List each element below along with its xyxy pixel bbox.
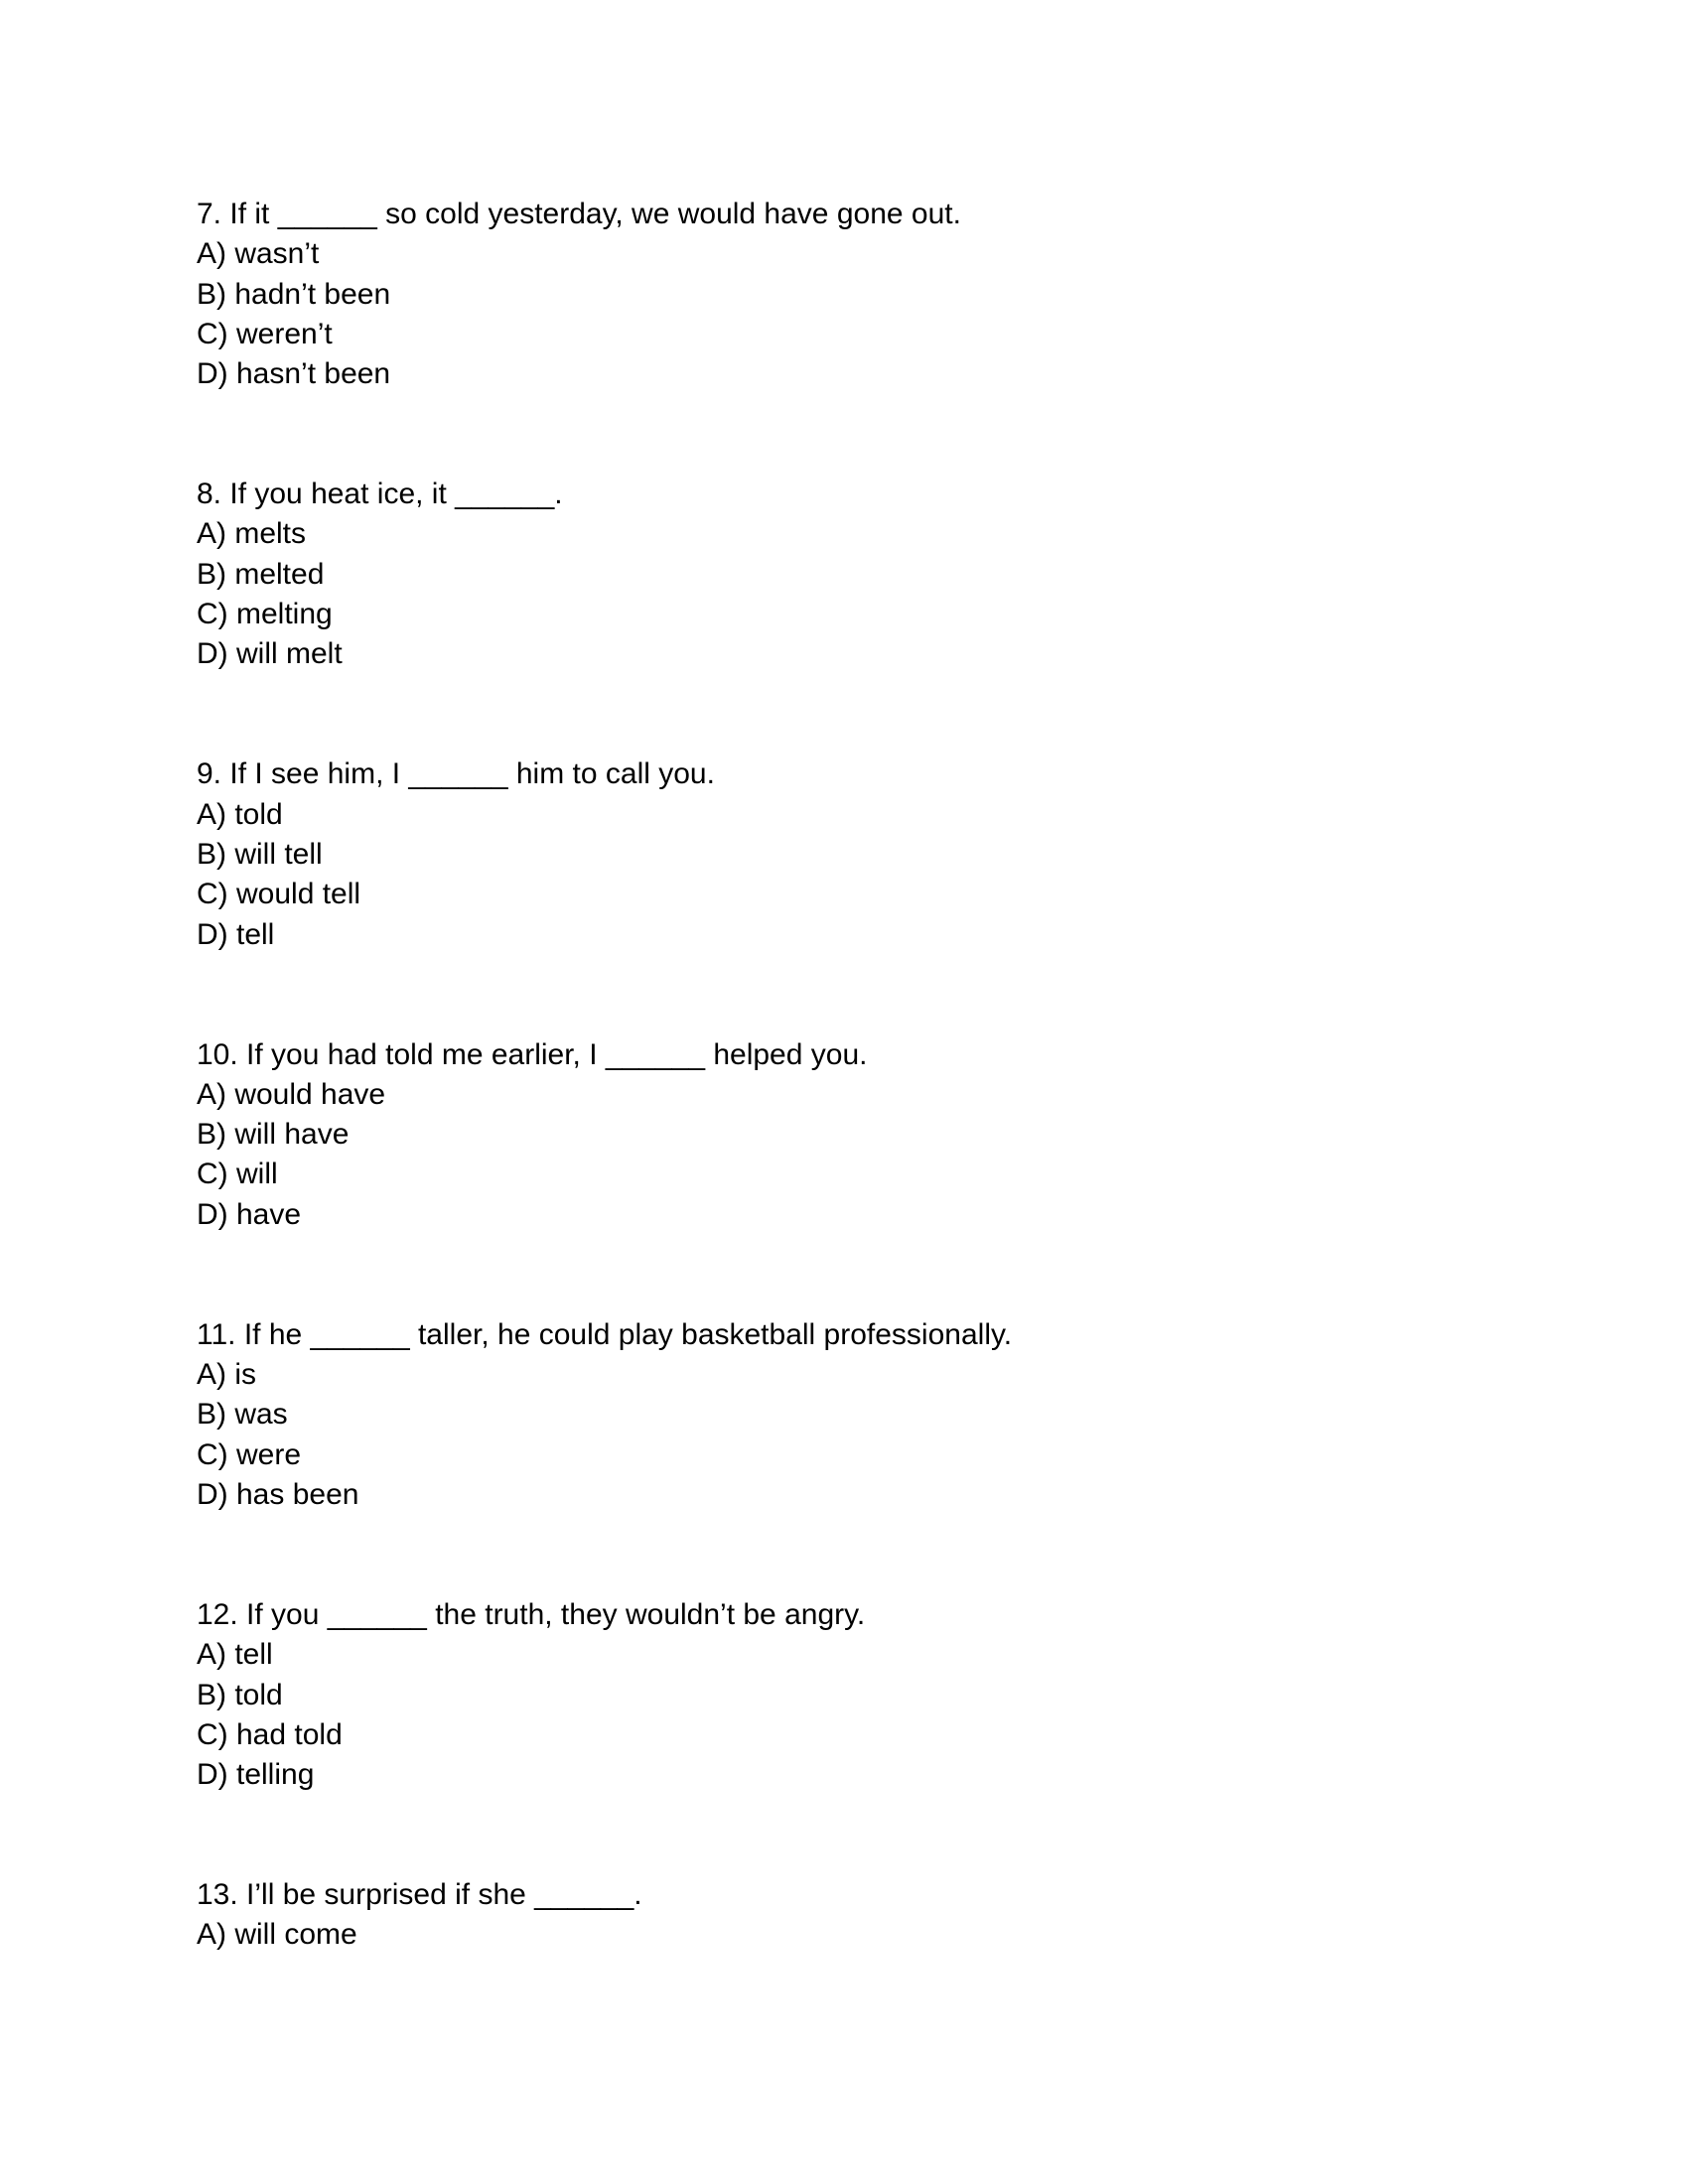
answer-option: A) tell [197, 1638, 273, 1672]
question-9 [197, 754, 1487, 1034]
question-stem: 10. If you had told me earlier, I ______ helped you. [197, 1037, 868, 1071]
answer-option: D) tell [197, 917, 275, 951]
answer-option: C) weren’t [197, 317, 333, 350]
question-stem: 12. If you ______ the truth, they wouldn’t be angry. [197, 1597, 866, 1631]
answer-option: C) would tell [197, 878, 361, 911]
answer-option: D) will melt [197, 637, 343, 671]
answer-option: D) has been [197, 1477, 359, 1511]
answer-option: D) hasn’t been [197, 357, 391, 391]
answer-option: D) telling [197, 1758, 315, 1792]
answer-option: A) melts [197, 517, 307, 551]
question-stem: 7. If it ______ so cold yesterday, we would have gone out. [197, 198, 961, 230]
answer-option: A) will come [197, 1918, 357, 1952]
question-8 [197, 475, 1487, 754]
answer-option: B) hadn’t been [197, 277, 391, 311]
question-stem: 9. If I see him, I ______ him to call you. [197, 757, 715, 791]
answer-option: B) will tell [197, 837, 323, 871]
question-7 [197, 195, 1487, 475]
question-10 [197, 1035, 1487, 1315]
question-11 [197, 1315, 1487, 1595]
answer-option: B) told [197, 1678, 283, 1711]
question-12 [197, 1595, 1487, 1875]
answer-option: C) had told [197, 1717, 343, 1751]
answer-option: A) would have [197, 1077, 386, 1111]
answer-option: C) were [197, 1437, 302, 1471]
question-stem: 11. If he ______ taller, he could play basketball professionally. [197, 1317, 1013, 1351]
document-page [197, 195, 1487, 2155]
answer-option: A) is [197, 1358, 256, 1392]
question-stem: 8. If you heat ice, it ______. [197, 478, 563, 511]
answer-option: C) will [197, 1158, 278, 1191]
answer-option: A) told [197, 797, 283, 831]
answer-option: B) will have [197, 1118, 350, 1152]
answer-option: A) wasn’t [197, 237, 320, 271]
answer-option: B) was [197, 1398, 288, 1432]
answer-option: D) have [197, 1197, 302, 1231]
question-stem: 13. I’ll be surprised if she ______. [197, 1878, 642, 1912]
question-13 [197, 1875, 1487, 2155]
answer-option: C) melting [197, 598, 333, 631]
answer-option: B) melted [197, 557, 325, 591]
